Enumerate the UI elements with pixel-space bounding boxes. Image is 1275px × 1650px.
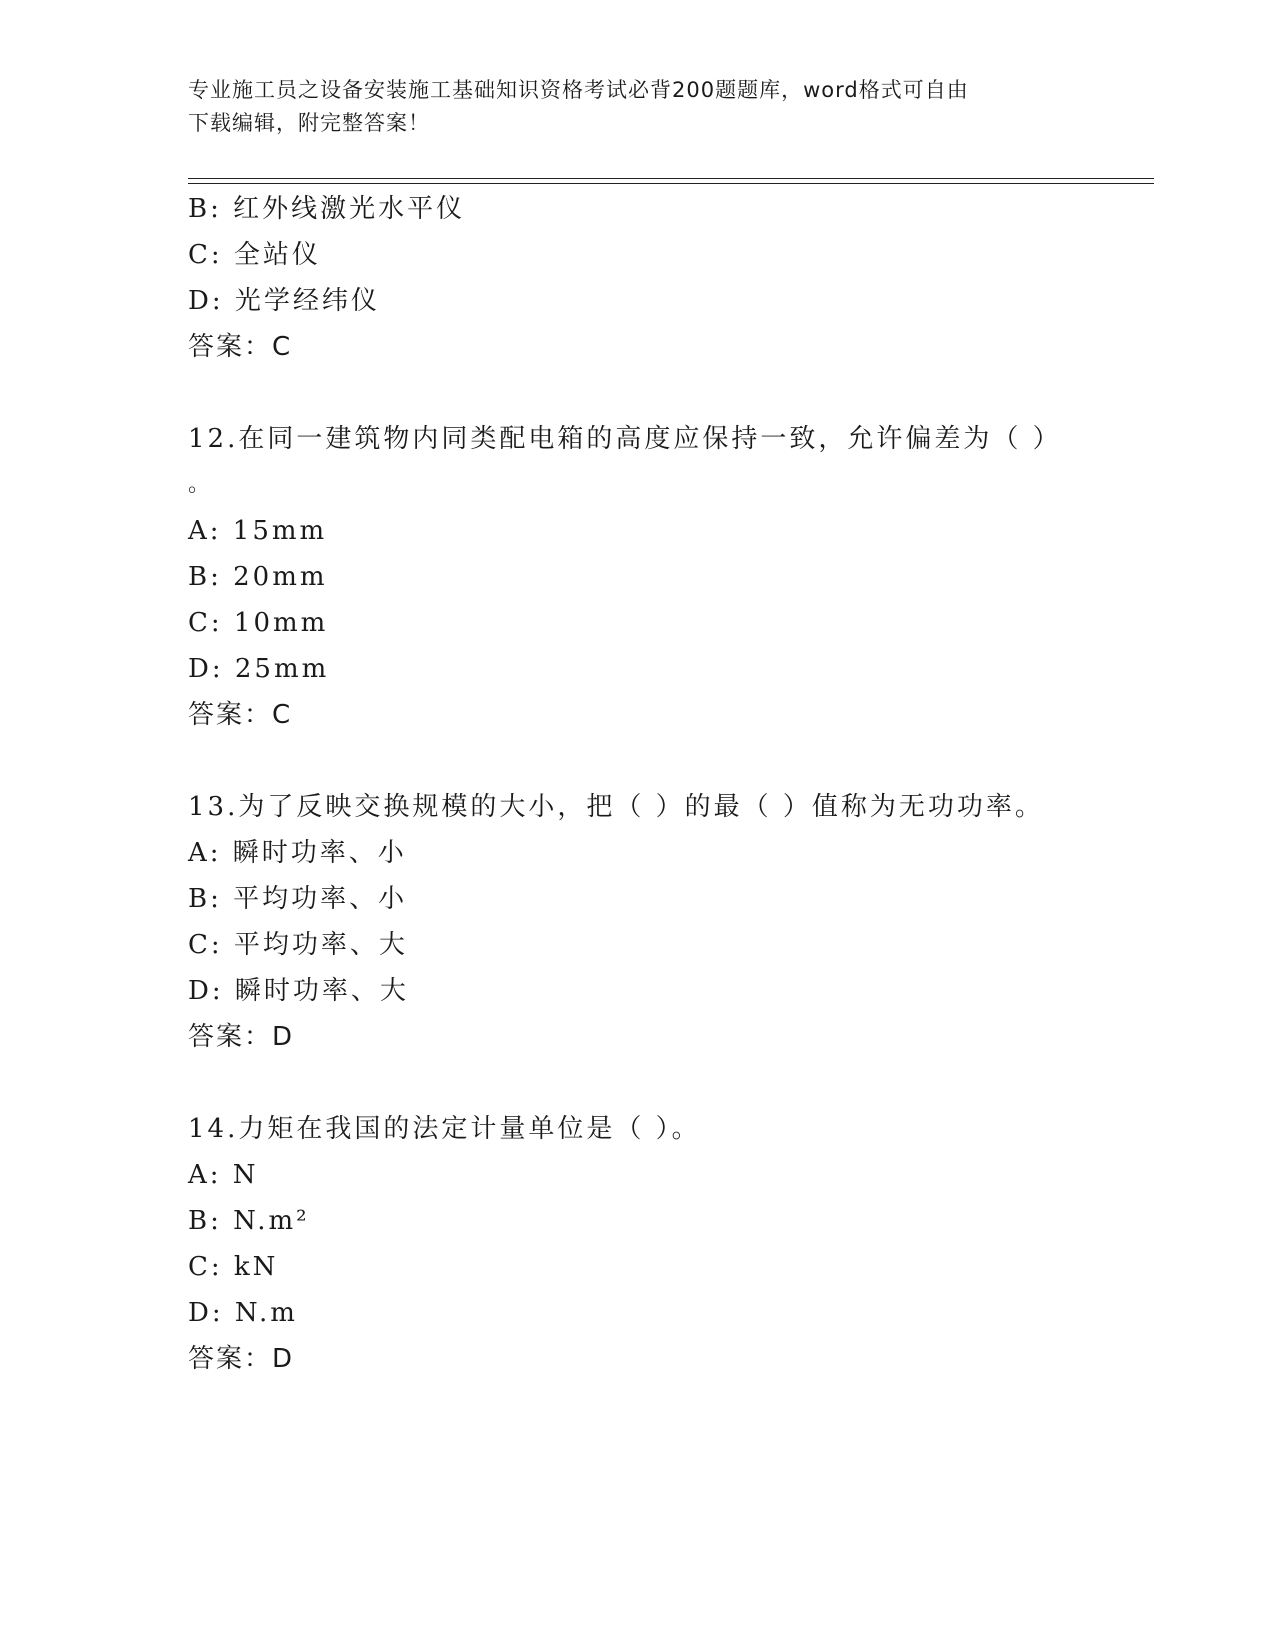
option-b: B: 红外线激光水平仪 (188, 194, 466, 224)
answer-line: 答案：D (188, 1022, 295, 1052)
header-line-1: 专业施工员之设备安装施工基础知识资格考试必背200题题库，word格式可自由 (188, 78, 969, 102)
option-d: D: 25mm (188, 654, 330, 684)
option-b: B: 平均功率、小 (188, 884, 408, 914)
question-block-13 (188, 784, 1154, 1060)
option-c: C: 10mm (188, 608, 329, 638)
question-text: 12.在同一建筑物内同类配电箱的高度应保持一致，允许偏差为（ ） (188, 424, 1062, 454)
question-text: 13.为了反映交换规模的大小，把（ ）的最（ ）值称为无功功率。 (188, 792, 1044, 822)
option-a: A: 瞬时功率、小 (188, 838, 407, 868)
header-divider-top (188, 178, 1154, 179)
question-block-14 (188, 1106, 1154, 1382)
option-a: A: 15mm (188, 516, 328, 546)
answer-line: 答案：C (188, 700, 293, 730)
option-b: B: N.m² (188, 1206, 310, 1236)
option-d: D: N.m (188, 1298, 298, 1328)
option-c: C: 全站仪 (188, 240, 321, 270)
option-d: D: 光学经纬仪 (188, 286, 380, 316)
header-line-2: 下载编辑，附完整答案！ (188, 111, 430, 135)
answer-line: 答案：C (188, 332, 293, 362)
prev-question-block (188, 186, 1154, 370)
question-list (188, 186, 1154, 1382)
document-header (188, 74, 1088, 140)
option-c: C: 平均功率、大 (188, 930, 408, 960)
option-a: A: N (188, 1160, 259, 1190)
option-d: D: 瞬时功率、大 (188, 976, 409, 1006)
spacer (188, 1060, 1154, 1106)
question-block-12 (188, 416, 1154, 738)
question-text-continuation: 。 (188, 472, 214, 497)
option-c: C: kN (188, 1252, 279, 1282)
answer-line: 答案：D (188, 1344, 295, 1374)
question-text: 14.力矩在我国的法定计量单位是（ ）。 (188, 1114, 701, 1144)
spacer (188, 370, 1154, 416)
header-divider-bottom (188, 183, 1154, 184)
spacer (188, 738, 1154, 784)
option-b: B: 20mm (188, 562, 328, 592)
